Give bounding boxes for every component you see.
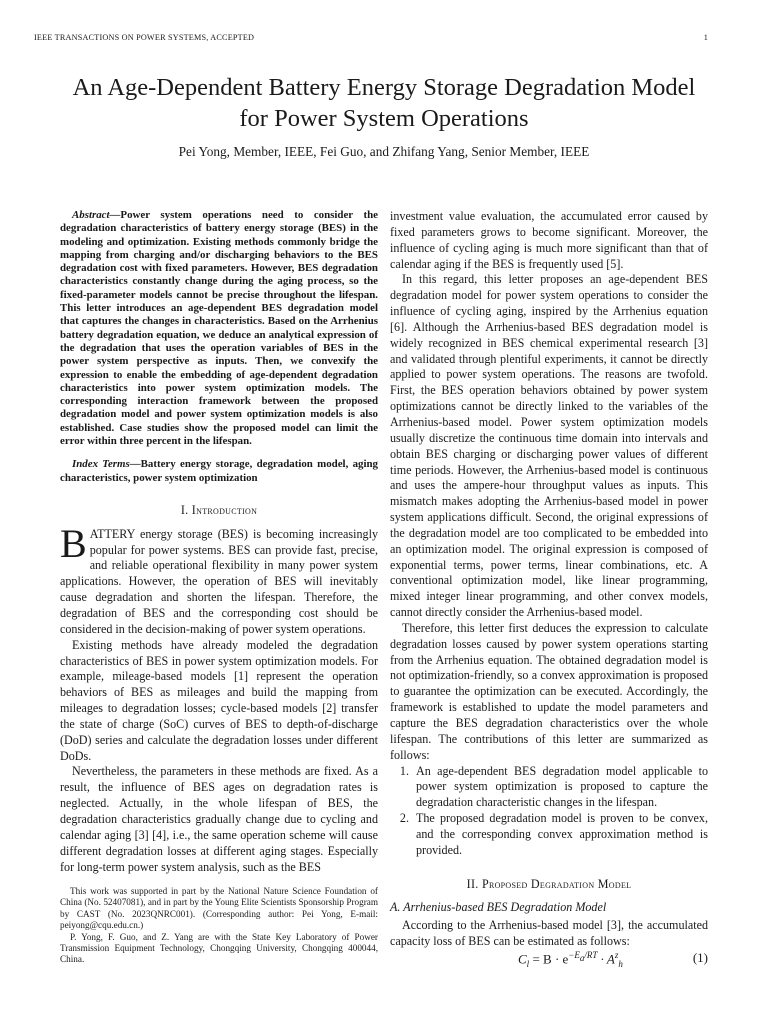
contributions-list <box>390 764 708 859</box>
left-column <box>60 209 378 875</box>
intro-paragraph-4: In this regard, this letter proposes an age-dependent BES degradation model for power system operations to consider the influence of cycling aging, inspired by the Arrhenius equation [6]. Although the Arrhenius-based BES degradation model is widely recognized in BES chemical experimental research [3] and validated through plentiful experiments, it cannot be directly applied to power system operations. The reasons are twofold. First, the BES operation behaviors obtained by power system optimizations cannot be directly linked to the variables of the Arrhenius-based model. Power system optimization models usually discretize the continuous time domain into intervals and obtain BES charging or discharging power values of different time periods. However, the Arrhenius-based model is continuous and uses the ampere-hour throughput values as inputs. This mismatch makes adopting the Arrhenius-based model in power system applications difficult. Second, the original expressions of the degradation model are too complicated to be embedded into an optimization model. The original expression is composed of exponential terms, power terms, linear combinations, etc. A conventional optimization model, like linear programming, mixed integer linear programming, and other convex models, cannot directly consider the Arrhenius-based model. <box>390 272 708 620</box>
eq-exp-tail: /RT <box>584 950 598 960</box>
intro-paragraph-1 <box>60 520 378 638</box>
intro-paragraph-1-text: ATTERY energy storage (BES) is becoming increasingly popular for power systems. BES can provide fast, precise, and reliable operational flexibility in many power system applications. However, the operation of BES will inevitably cause degradation and shorten the lifespan. Therefore, the degradation of BES and the corresponding cost should be considered in the decision-making of power system operations. <box>60 526 378 636</box>
contribution-item: 1. An age-dependent BES degradation model applicable to power system optimization is proposed to capture the degradation characteristic changes in the lifespan. <box>412 764 708 812</box>
section-heading-introduction: I. Introduction <box>180 502 258 517</box>
subsection-heading: A. Arrhenius-based BES Degradation Model <box>390 900 607 915</box>
footnote-affiliation: P. Yong, F. Guo, and Z. Yang are with the State Key Laboratory of Power Transmission Equipment Technology, Chongqing University, Chongqing 400044, China. <box>60 931 378 965</box>
intro-paragraph-3-continued: investment value evaluation, the accumulated error caused by fixed parameters grows to become significant. Moreover, the influence of cycling aging is much more significant than that of calendar aging if the BES is frequently used [5]. <box>390 209 708 271</box>
eq-exp: −E <box>568 950 580 960</box>
page-number: 1 <box>703 33 708 42</box>
intro-paragraph-3: Nevertheless, the parameters in these methods are fixed. As a result, the influence of BES ages on degradation rates is neglected. Actually, in the whole lifespan of BES, the degradation characteristics gradually change due to cycling and calendar aging [3] [4], i.e., the same operation scheme will cause different degradation losses at different aging stages. Especially for long-term power system analysis, such as the BES <box>60 764 378 874</box>
contribution-item: 2. The proposed degradation model is proven to be convex, and the corresponding convex approximation method is provided. <box>412 811 708 859</box>
equation-number: (1) <box>692 950 708 965</box>
index-terms <box>60 458 378 485</box>
journal-name: IEEE TRANSACTIONS ON POWER SYSTEMS, ACCEPTED <box>34 33 255 42</box>
equation-formula <box>518 950 623 969</box>
abstract-label: Abstract— <box>72 209 121 221</box>
right-column <box>390 209 708 950</box>
paper-title: An Age-Dependent Battery Energy Storage Degradation Model for Power System Operations <box>72 74 696 132</box>
footnote-funding: This work was supported in part by the National Nature Science Foundation of China (No. 52407081), and in part by the Young Elite Scientists Sponsorship Program by CAST (No. 2023QNRC001). (Corresponding author: Pei Yong, E-mail: peiyong@cqu.edu.cn.) <box>60 886 378 931</box>
eq-mid: = B · e <box>529 951 569 967</box>
eq-lhs: C <box>518 951 527 967</box>
abstract-text: Power system operations need to consider the degradation characteristics of battery energy storage (BES) in the modeling and optimization. Existing methods commonly bridge the mapping from charging and/or discharging behaviors to the BES degradation cost with fixed parameters. However, BES degradation characteristics constantly change during the aging process, so the fixed-parameter models cannot be precise throughout the lifespan. This letter introduces an age-dependent BES degradation model that captures the changes in characteristics. Based on the Arrhenius battery degradation equation, we deduce an analytical expression of the degradation that uses the operation variables of BES in the power system perspective as inputs. Then, we convexify the expression to enable the embedding of age-dependent degradation characteristics into power system optimization models. The corresponding interaction framework between the proposed degradation model and power system optimization models is also established. Case studies show the proposed model can limit the error within three percent in the lifespan. <box>60 209 378 448</box>
eq-tail: · A <box>597 951 615 967</box>
eq-lhs-sub: l <box>526 958 530 969</box>
index-terms-label: Index Terms— <box>72 458 141 471</box>
intro-paragraph-5: Therefore, this letter first deduces the expression to calculate degradation losses caused by power system operations starting from the Arrhenius equation. The obtained degradation model is not optimization-friendly, so a convex approximation is proposed to guarantee the optimization can be executed. Accordingly, the framework is established to update the model parameters and capture the BES degradation characteristics over the whole lifespan. The contributions of this letter are summarized as follows: <box>390 620 708 762</box>
running-header <box>34 33 708 42</box>
model-paragraph-1: According to the Arrhenius-based model [3], the accumulated capacity loss of BES can be estimated as follows: <box>390 918 708 949</box>
eq-tail-sub: h <box>618 958 623 969</box>
intro-paragraph-2: Existing methods have already modeled the degradation characteristics of BES in power system optimization models. For example, mileage-based models [1] represent the operation behaviors of BES as mileages and build the mapping from mileages to degradation losses; cycle-based models [2] transfer the state of charge (SoC) curves of BES to depth-of-discharge (DoD) series and calculate the degradation losses under different DoDs. <box>60 637 378 763</box>
author-list: Pei Yong, Member, IEEE, Fei Guo, and Zhifang Yang, Senior Member, IEEE <box>178 144 590 159</box>
abstract <box>60 209 378 448</box>
section-heading-model: II. Proposed Degradation Model <box>466 876 632 891</box>
footnote <box>60 886 378 966</box>
eq-exp-sub: a <box>579 952 585 963</box>
drop-cap: B <box>60 520 87 566</box>
eq-tail-sup: z <box>614 950 619 960</box>
index-terms-text: Battery energy storage, degradation model, aging characteristics, power system optimization <box>60 458 378 484</box>
